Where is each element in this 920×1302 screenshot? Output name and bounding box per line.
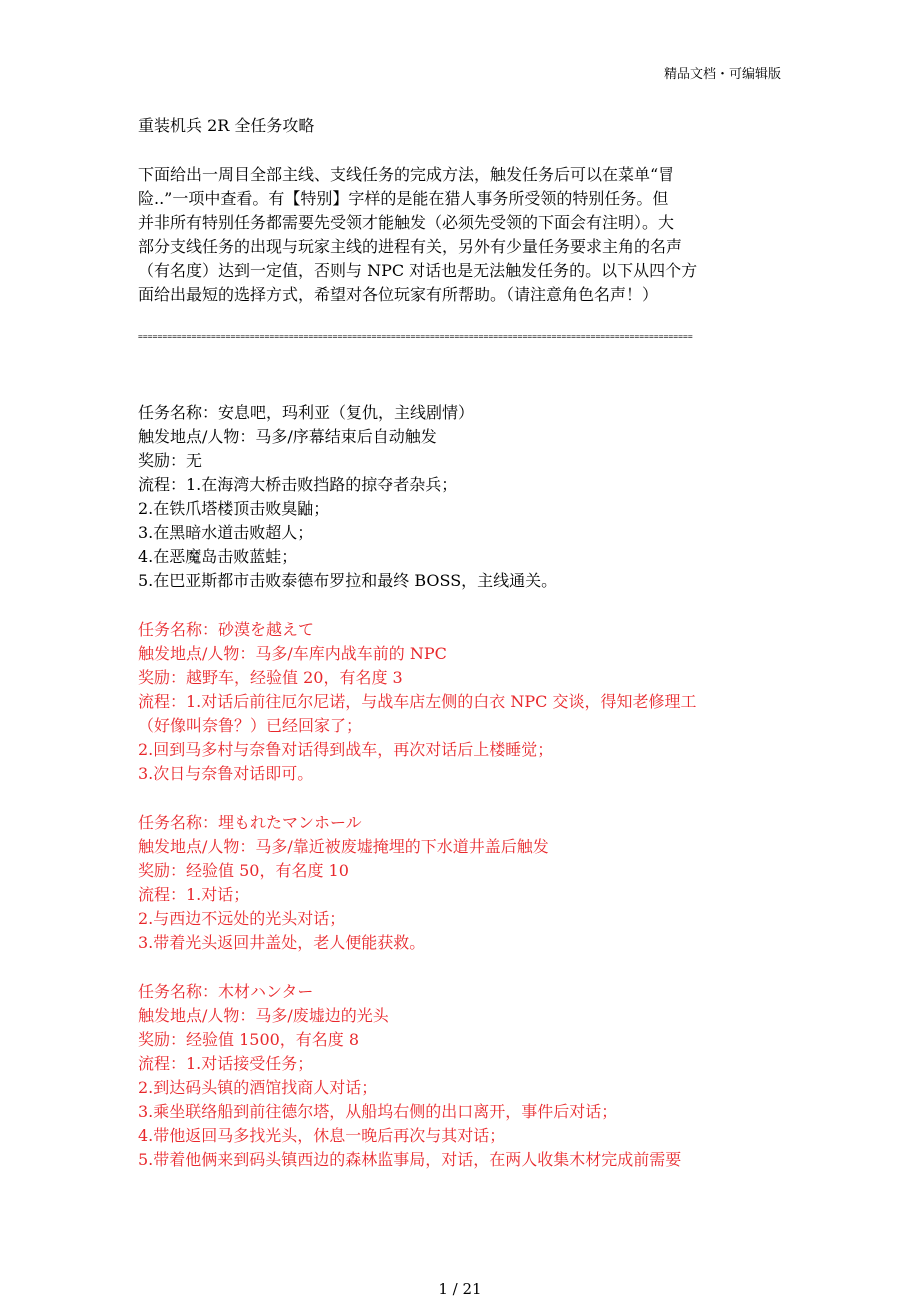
page-number: 1 / 21 — [438, 1280, 482, 1298]
quest-name: 任务名称：埋もれたマンホール — [138, 813, 362, 832]
quest-step: 流程：1.在海湾大桥击败挡路的掠夺者杂兵； — [138, 475, 458, 494]
quest-step: 流程：1.对话接受任务； — [138, 1054, 314, 1073]
quest-reward: 奖励：经验值 1500，有名度 8 — [138, 1030, 360, 1049]
document-title: 重装机兵 2R 全任务攻略 — [138, 116, 315, 135]
intro-line: 并非所有特别任务都需要先受领才能触发（必须先受领的下面会有注明）。大 — [138, 213, 675, 232]
quest-step: 3.乘坐联络船到前往德尔塔，从船坞右侧的出口离开，事件后对话； — [138, 1102, 618, 1121]
quest-reward: 奖励：无 — [138, 451, 203, 470]
quest-step: 5.在巴亚斯都市击败泰德布罗拉和最终 BOSS，主线通关。 — [138, 571, 558, 590]
quest-step: 3.在黑暗水道击败超人； — [138, 523, 314, 542]
quest-name: 任务名称：木材ハンター — [138, 982, 314, 1001]
quest-step: 5.带着他俩来到码头镇西边的森林监事局，对话，在两人收集木材完成前需要 — [138, 1150, 682, 1169]
intro-line: （有名度）达到一定值，否则与 NPC 对话也是无法触发任务的。以下从四个方 — [138, 261, 698, 280]
quest-step: 3.带着光头返回井盖处，老人便能获救。 — [138, 933, 426, 952]
quest-step: 4.在恶魔岛击败蓝蛙； — [138, 547, 298, 566]
quest-step: 4.带他返回马多找光头，休息一晚后再次与其对话； — [138, 1126, 506, 1145]
quest-trigger: 触发地点/人物：马多/序幕结束后自动触发 — [138, 427, 437, 446]
intro-line: 面给出最短的选择方式，希望对各位玩家有所帮助。（请注意角色名声！） — [138, 285, 659, 304]
quest-name: 任务名称：安息吧，玛利亚（复仇，主线剧情） — [138, 403, 475, 422]
quest-reward: 奖励：经验值 50，有名度 10 — [138, 861, 349, 880]
intro-line: 下面给出一周目全部主线、支线任务的完成方法，触发任务后可以在菜单“冒 — [138, 165, 675, 184]
intro-line: 险..”一项中查看。有【特别】字样的是能在猎人事务所受领的特别任务。但 — [138, 189, 669, 208]
quest-name: 任务名称：砂漠を越えて — [138, 620, 315, 639]
quest-step: 2.与西边不远处的光头对话； — [138, 909, 346, 928]
intro-line: 部分支线任务的出现与玩家主线的进程有关，另外有少量任务要求主角的名声 — [138, 237, 683, 256]
quest-step: 3.次日与奈鲁对话即可。 — [138, 764, 314, 783]
quest-step: 2.到达码头镇的酒馆找商人对话； — [138, 1078, 378, 1097]
separator-line: ================================================================================================================== — [138, 332, 693, 341]
quest-trigger: 触发地点/人物：马多/废墟边的光头 — [138, 1006, 389, 1025]
quest-step: 流程：1.对话； — [138, 885, 250, 904]
quest-step: 2.回到马多村与奈鲁对话得到战车，再次对话后上楼睡觉； — [138, 740, 554, 759]
quest-reward: 奖励：越野车，经验值 20，有名度 3 — [138, 668, 403, 687]
quest-step: 2.在铁爪塔楼顶击败臭鼬； — [138, 499, 330, 518]
quest-trigger: 触发地点/人物：马多/车库内战车前的 NPC — [138, 644, 447, 663]
header-note: 精品文档・可编辑版 — [663, 67, 781, 82]
quest-step: 流程：1.对话后前往厄尔尼诺，与战车店左侧的白衣 NPC 交谈，得知老修理工 — [138, 692, 697, 711]
quest-step: （好像叫奈鲁？）已经回家了； — [138, 716, 363, 735]
quest-trigger: 触发地点/人物：马多/靠近被废墟掩埋的下水道井盖后触发 — [138, 837, 549, 856]
